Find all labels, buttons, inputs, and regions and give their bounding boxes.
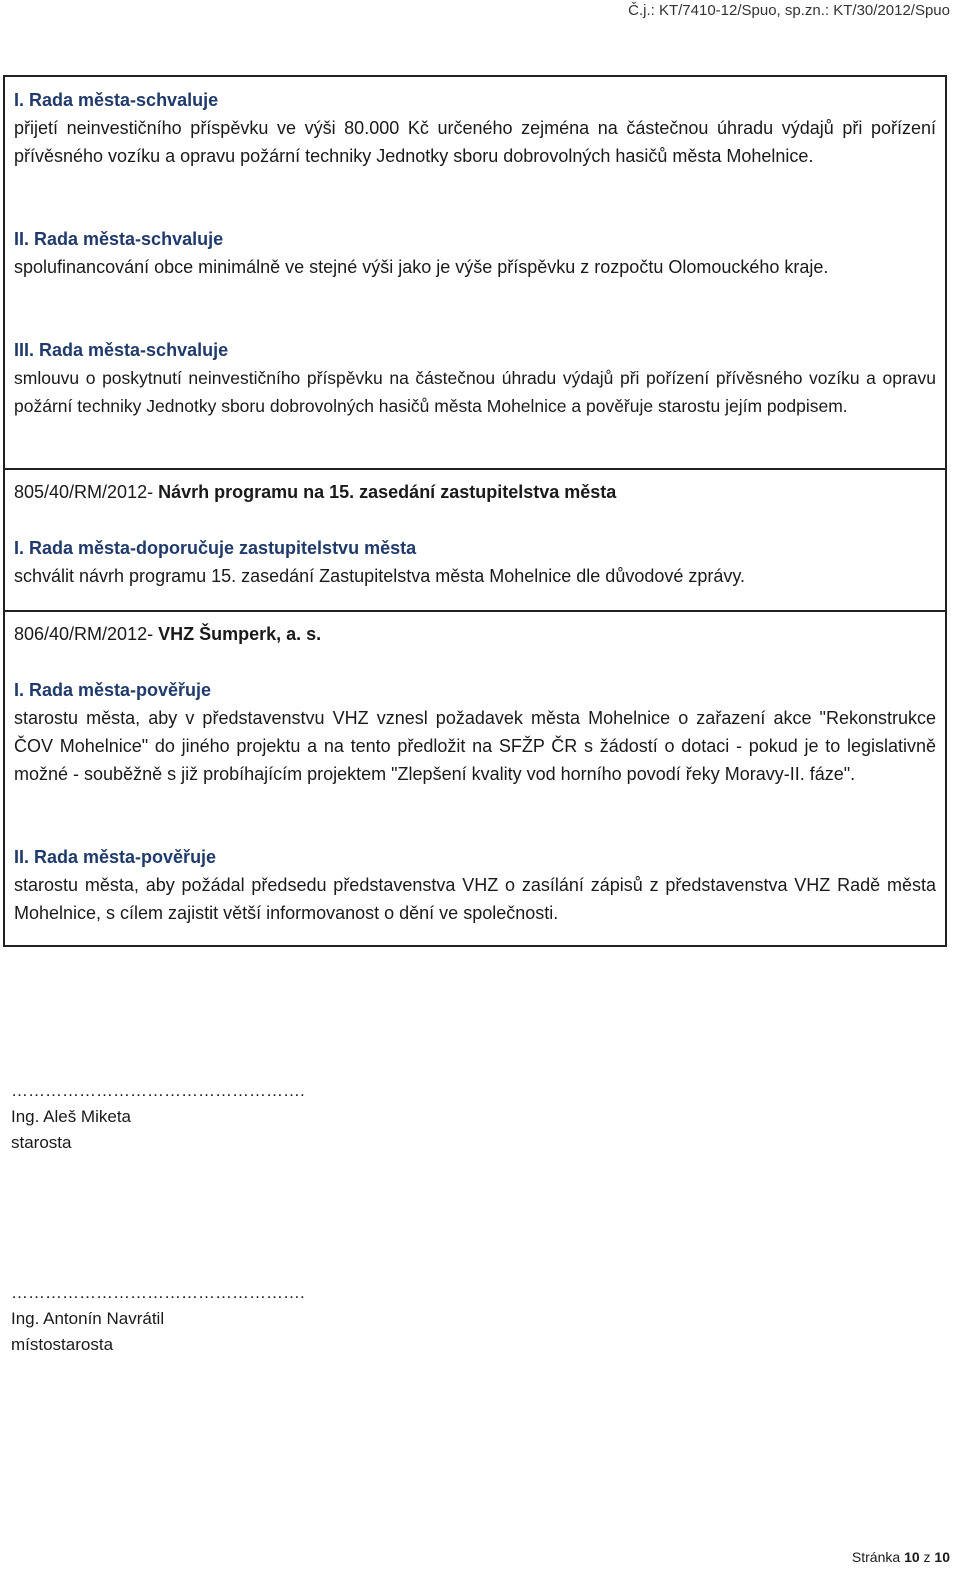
section-divider	[5, 468, 945, 470]
resolution-item-805-1	[14, 534, 936, 590]
agenda-subject: Návrh programu na 15. zasedání zastupitelstva města	[153, 482, 617, 502]
current-page: 10	[904, 1549, 920, 1565]
signatory-role: místostarosta	[11, 1335, 114, 1354]
signature-block-2	[11, 1280, 305, 1358]
resolution-heading: I. Rada města-doporučuje zastupitelstvu města	[14, 538, 417, 558]
resolution-heading: II. Rada města-pověřuje	[14, 847, 217, 867]
page-label: Stránka	[851, 1549, 905, 1565]
resolution-heading: I. Rada města-pověřuje	[14, 680, 212, 700]
resolution-heading: II. Rada města-schvaluje	[14, 229, 224, 249]
page-number	[852, 1549, 950, 1565]
resolution-item-1	[14, 86, 936, 170]
signatory-role: starosta	[11, 1133, 72, 1152]
agenda-item-805	[14, 478, 936, 506]
resolution-text: spolufinancování obce minimálně ve stejné výši jako je výše příspěvku z rozpočtu Olomouckého kraje.	[14, 257, 829, 277]
resolutions-box	[3, 75, 947, 947]
resolution-item-2	[14, 225, 936, 281]
resolution-text: smlouvu o poskytnutí neinvestičního příspěvku na částečnou úhradu výdajů při pořízení přívěsného vozíku a opravu požární techniky Jednotky sboru dobrovolných hasičů města Mohelnice a pověřuje starostu jejím podpisem.	[14, 368, 936, 416]
resolution-text: starostu města, aby požádal předsedu představenstva VHZ o zasílání zápisů z představenstva VHZ Radě města Mohelnice, s cílem zajistit větší informovanost o dění ve společnosti.	[14, 875, 936, 923]
resolution-item-806-1	[14, 676, 936, 788]
total-pages: 10	[934, 1549, 950, 1565]
resolution-item-806-2	[14, 843, 936, 927]
section-divider	[5, 610, 945, 612]
agenda-title	[14, 620, 936, 648]
resolution-text: schválit návrh programu 15. zasedání Zastupitelstva města Mohelnice dle důvodové zprávy.	[14, 566, 746, 586]
agenda-item-806	[14, 620, 936, 648]
resolution-text: starostu města, aby v představenstvu VHZ vznesl požadavek města Mohelnice o zařazení akce "Rekonstrukce ČOV Mohelnice" do jiného projektu a na tento předložit na SFŽP ČR s žádostí o dotaci - pokud je to legislativně možné - souběžně s již probíhajícím projektem "Zlepšení kvality vod horního povodí řeky Moravy-II. fáze".	[14, 708, 936, 784]
agenda-code: 806/40/RM/2012-	[14, 624, 154, 644]
resolution-heading: III. Rada města-schvaluje	[14, 340, 229, 360]
resolution-item-3	[14, 336, 936, 420]
resolution-heading: I. Rada města-schvaluje	[14, 90, 219, 110]
agenda-title	[14, 478, 936, 506]
document-reference: Č.j.: KT/7410-12/Spuo, sp.zn.: KT/30/2012/Spuo	[628, 2, 950, 19]
agenda-subject: VHZ Šumperk, a. s.	[153, 624, 322, 644]
signatory-name: Ing. Antonín Navrátil	[11, 1309, 165, 1328]
signatory-name: Ing. Aleš Miketa	[11, 1107, 132, 1126]
page-of-label: z	[919, 1549, 935, 1565]
signature-line: …………………………………………….	[11, 1283, 305, 1302]
resolution-text: přijetí neinvestičního příspěvku ve výši 80.000 Kč určeného zejména na částečnou úhradu výdajů při pořízení přívěsného vozíku a opravu požární techniky Jednotky sboru dobrovolných hasičů města Mohelnice.	[14, 118, 936, 166]
agenda-code: 805/40/RM/2012-	[14, 482, 154, 502]
signature-block-1	[11, 1078, 305, 1156]
signature-line: …………………………………………….	[11, 1081, 305, 1100]
